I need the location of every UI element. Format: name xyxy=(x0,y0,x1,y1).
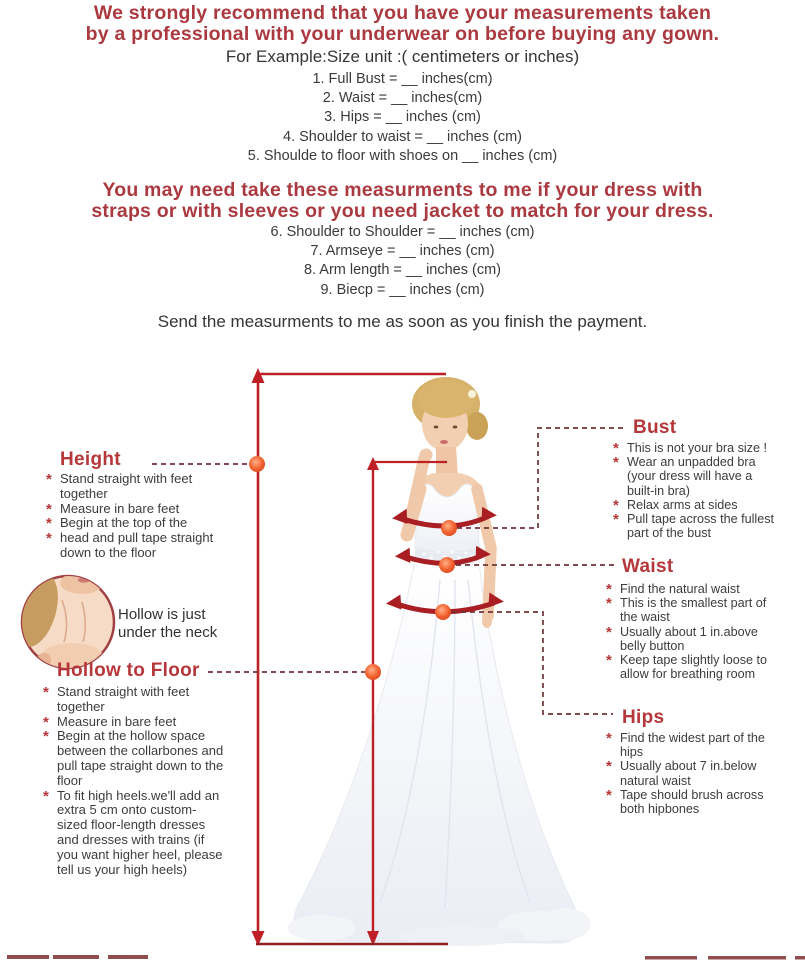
bullet-item: * Wear an unpadded bra (your dress will have a built-in bra) xyxy=(612,455,774,498)
height-title: Height xyxy=(60,449,121,470)
hollow-to-floor-title: Hollow to Floor xyxy=(57,660,200,681)
model-hand-side xyxy=(482,614,492,628)
bullet-item: * This is not your bra size ! xyxy=(612,441,774,455)
model-fringe xyxy=(417,380,475,418)
hollow-dot xyxy=(365,664,381,680)
warning-line: by a professional with your underwear on before buying any gown. xyxy=(85,22,720,45)
hollow-closeup-photo xyxy=(6,568,114,673)
hollow-to-floor-bullets xyxy=(42,685,224,877)
bullet-item: * Find the widest part of the hips xyxy=(605,731,770,759)
bullet-item: * Measure in bare feet xyxy=(45,502,223,517)
bullet-item: * Pull tape across the fullest part of the bust xyxy=(612,512,774,540)
model-eye xyxy=(434,426,439,429)
bullet-item: * Tape should brush across both hipbones xyxy=(605,788,770,816)
bullet-item: * Find the natural waist xyxy=(605,582,770,596)
measurement-warning xyxy=(0,3,805,44)
bust-title: Bust xyxy=(633,417,677,438)
hollow-note: Hollow is just under the neck xyxy=(118,606,218,641)
measure-item: 3. Hips = __ inches (cm) xyxy=(324,109,481,126)
bullet-item: * Keep tape slightly loose to allow for breathing room xyxy=(605,653,770,681)
hips-title: Hips xyxy=(622,707,665,728)
model-eye xyxy=(453,426,458,429)
straps-warning xyxy=(0,180,805,221)
bottom-edge-fragments xyxy=(7,955,805,960)
bullet-item: * Measure in bare feet xyxy=(42,715,224,730)
measure-list-2 xyxy=(0,223,805,300)
measure-item: 4. Shoulder to waist = __ inches (cm) xyxy=(283,128,522,145)
warning-line: straps or with sleeves or you need jacket to match for your dress. xyxy=(91,199,714,222)
bullet-item: * Relax arms at sides xyxy=(612,498,774,512)
model-lips xyxy=(440,440,448,444)
bullet-item: * To fit high heels.we'll add an extra 5 cm onto custom-sized floor-length dresses and dresses with trains (if you want higher heel, please tell us your high heels) xyxy=(42,789,224,878)
bullet-item: * head and pull tape straight down to the floor xyxy=(45,531,223,561)
height-dot xyxy=(249,456,265,472)
warning-line: We strongly recommend that you have your measurements taken xyxy=(93,2,712,24)
measure-list-1 xyxy=(0,70,805,166)
bullet-item: * Usually about 7 in.below natural waist xyxy=(605,759,770,787)
bust-bullets xyxy=(612,441,774,540)
model-hand-chin xyxy=(420,449,433,462)
model-hair-bun xyxy=(466,412,488,440)
bullet-item: * Stand straight with feet together xyxy=(45,472,223,502)
hips-dot xyxy=(435,604,451,620)
waist-bullets xyxy=(605,582,770,681)
waist-dot xyxy=(439,557,455,573)
measure-item: 7. Armseye = __ inches (cm) xyxy=(310,243,495,260)
measure-item: 8. Arm length = __ inches (cm) xyxy=(303,262,502,279)
measure-item: 6. Shoulder to Shoulder = __ inches (cm) xyxy=(270,224,535,240)
bullet-item: * This is the smallest part of the waist xyxy=(605,596,770,624)
measure-item: 1. Full Bust = __ inches(cm) xyxy=(312,71,493,87)
bullet-item: * Begin at the top of the xyxy=(45,516,223,531)
send-measurements-line: Send the measurments to me as soon as you finish the payment. xyxy=(157,312,648,331)
waist-title: Waist xyxy=(622,556,674,577)
warning-line: You may need take these measurments to me if your dress with xyxy=(102,179,703,201)
measure-item: 2. Waist = __ inches(cm) xyxy=(322,90,483,107)
height-bullets xyxy=(45,472,223,561)
bullet-item: * Stand straight with feet together xyxy=(42,685,224,715)
measure-item: 9. Biecp = __ inches (cm) xyxy=(320,281,485,298)
hair-flower xyxy=(468,390,476,398)
size-unit-line: For Example:Size unit :( centimeters or inches) xyxy=(225,47,580,66)
bust-dot xyxy=(441,520,457,536)
bullet-item: * Begin at the hollow space between the collarbones and pull tape straight down to the floor xyxy=(42,729,224,788)
bullet-item: * Usually about 1 in.above belly button xyxy=(605,625,770,653)
hips-bullets xyxy=(605,731,770,816)
measure-item: 5. Shoulde to floor with shoes on __ inches (cm) xyxy=(247,147,558,164)
